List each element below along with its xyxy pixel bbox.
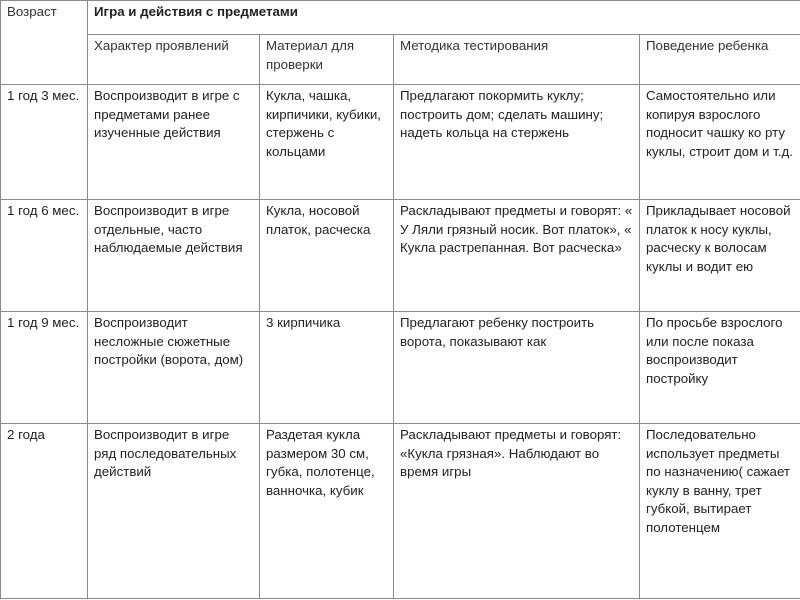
table-row: [1, 85, 800, 200]
header-group-title: Игра и действия с предметами: [88, 1, 800, 35]
cell-age: 1 год 3 мес.: [1, 85, 88, 200]
table-row: [1, 312, 800, 424]
header-character: Характер проявлений: [88, 35, 260, 85]
cell-material: 3 кирпичика: [260, 312, 394, 424]
cell-character: Воспроизводит в игре отдельные, часто наблюдаемые действия: [88, 200, 260, 312]
table-row: [1, 424, 800, 599]
cell-age: 1 год 6 мес.: [1, 200, 88, 312]
header-material: Материал для проверки: [260, 35, 394, 85]
header-row-title: [1, 1, 800, 35]
header-row-columns: [1, 35, 800, 85]
cell-method: Предлагают ребенку построить ворота, показывают как: [394, 312, 640, 424]
cell-character: Воспроизводит в игре с предметами ранее изученные действия: [88, 85, 260, 200]
cell-method: Предлагают покормить куклу; построить дом; сделать машину; надеть кольца на стержень: [394, 85, 640, 200]
cell-behavior: По просьбе взрослого или после показа воспроизводит постройку: [640, 312, 800, 424]
cell-character: Воспроизводит в игре ряд последовательных действий: [88, 424, 260, 599]
header-age: Возраст: [1, 1, 88, 85]
cell-material: Кукла, чашка, кирпичики, кубики, стержень с кольцами: [260, 85, 394, 200]
cell-method: Раскладывают предметы и говорят: « У Ляли грязный носик. Вот платок», « Кукла растрепанная. Вот расческа»: [394, 200, 640, 312]
cell-material: Раздетая кукла размером 30 см, губка, полотенце, ванночка, кубик: [260, 424, 394, 599]
cell-character: Воспроизводит несложные сюжетные постройки (ворота, дом): [88, 312, 260, 424]
cell-behavior: Последовательно использует предметы по назначению( сажает куклу в ванну, трет губкой, вытирает полотенцем: [640, 424, 800, 599]
cell-method: Раскладывают предметы и говорят: «Кукла грязная». Наблюдают во время игры: [394, 424, 640, 599]
cell-behavior: Прикладывает носовой платок к носу куклы, расческу к волосам куклы и водит ею: [640, 200, 800, 312]
cell-age: 2 года: [1, 424, 88, 599]
table-row: [1, 200, 800, 312]
header-method: Методика тестирования: [394, 35, 640, 85]
header-behavior: Поведение ребенка: [640, 35, 800, 85]
cell-age: 1 год 9 мес.: [1, 312, 88, 424]
cell-behavior: Самостоятельно или копируя взрослого подносит чашку ко рту куклы, строит дом и т.д.: [640, 85, 800, 200]
cell-material: Кукла, носовой платок, расческа: [260, 200, 394, 312]
